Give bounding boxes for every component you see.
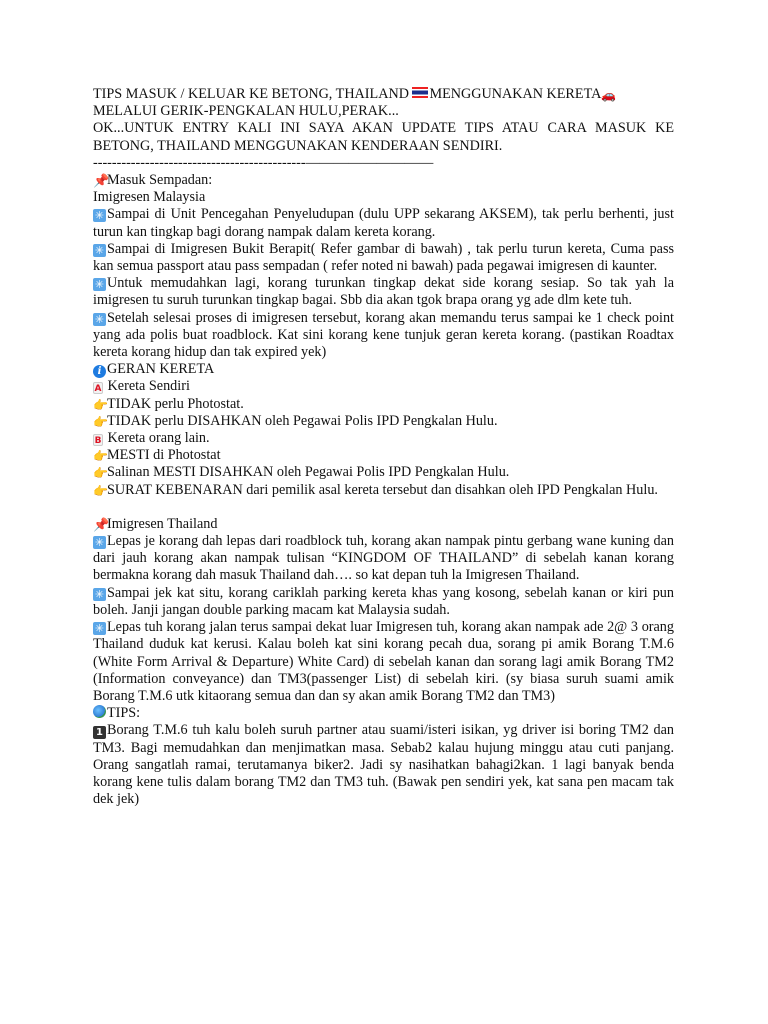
list-item-text: Sampai jek kat situ, korang cariklah parking kereta khas yang kosong, sebelah kanan or kiri pun boleh. Janji jangan double parking macam kat Malaysia sudah. <box>93 584 674 618</box>
geran-heading <box>93 361 674 378</box>
title-part1: TIPS MASUK / KELUAR KE BETONG, THAILAND <box>93 86 413 102</box>
list-item <box>93 585 674 619</box>
pushpin-icon: 📌 <box>93 174 110 190</box>
snowflake-icon: ✳ <box>94 587 105 601</box>
thailand-flag-icon <box>412 87 428 98</box>
snowflake-icon: ✳ <box>94 278 105 292</box>
title-line2: MELALUI GERIK-PENGKALAN HULU,PERAK... <box>93 103 399 120</box>
list-item-text: MESTI di Photostat <box>107 447 221 464</box>
backhand-index-pointing-right-icon: 👉 <box>93 466 108 481</box>
keycap-1-icon: 1 <box>93 726 106 739</box>
snowflake-icon: ✳ <box>94 312 105 326</box>
list-item <box>93 533 674 585</box>
pushpin-icon: 📌 <box>93 517 110 533</box>
list-item-text: Untuk memudahkan lagi, korang turunkan tingkap dekat side korang sesiap. So tak yah la imigresen tu suruh turunkan tingkap bagai. Sbb dia akan tgok brapa orang yg ade dlm kete tuh. <box>93 275 674 309</box>
list-item-text: Lepas je korang dah lepas dari roadblock tuh, korang akan nampak pintu gerbang wane kuning dan dari jauh korang akan nampak tulisan “KINGDOM OF THAILAND” di sebelah kanan korang bermakna korang dah masuk Thailand dah…. so kat depan tuh la Imigresen Thailand. <box>93 533 674 584</box>
list-item-text: SURAT KEBENARAN dari pemilik asal kereta tersebut dan disahkan oleh IPD Pengkalan Hulu. <box>107 481 658 498</box>
snowflake-icon: ✳ <box>94 243 105 257</box>
tips-item <box>93 722 674 808</box>
info-icon: i <box>93 365 106 378</box>
divider-line: ---------------------------------------------————————— <box>93 154 434 171</box>
snowflake-icon: ✳ <box>94 622 105 636</box>
snowflake-icon: ✳ <box>94 536 105 550</box>
list-item <box>93 275 674 309</box>
letter-a-icon: A <box>94 384 102 395</box>
list-item <box>93 241 674 275</box>
tips-item-text: Borang T.M.6 tuh kalu boleh suruh partner atau suami/isteri isikan, yg driver isi boring TM2 dan TM3. Bagi memudahkan dan menjimatkan masa. Sebab2 kalau hujung minggu atau cuti panjang. Orang sangatlah ramai, terutamanya biker2. Jadi sy nasihatkan bahagi2kan. 1 lagi banyak benda korang kene tulis dalam borang TM2 dan TM3 tuh. (Bawak pen sendiri yek, kat sana pen macam tak dek jek) <box>93 722 674 808</box>
list-item <box>93 447 674 464</box>
tips-heading-text: TIPS: <box>107 705 141 722</box>
list-item-text: TIDAK perlu DISAHKAN oleh Pegawai Polis IPD Pengkalan Hulu. <box>107 412 498 429</box>
list-item-text: Salinan MESTI DISAHKAN oleh Pegawai Polis IPD Pengkalan Hulu. <box>107 464 510 481</box>
list-item-text: TIDAK perlu Photostat. <box>107 395 244 412</box>
thailand-heading <box>93 516 674 533</box>
blank-line <box>93 499 674 516</box>
list-item <box>93 464 674 481</box>
list-item <box>93 413 674 430</box>
masuk-heading-text: Masuk Sempadan: <box>107 172 213 189</box>
list-item <box>93 619 674 705</box>
title-part2: MENGGUNAKAN KERETA <box>429 86 602 102</box>
masuk-heading <box>93 172 674 189</box>
geran-a-title-text: Kereta Sendiri <box>107 378 190 395</box>
backhand-index-pointing-right-icon: 👉 <box>93 483 108 498</box>
snowflake-icon: ✳ <box>94 209 105 223</box>
geran-heading-text: GERAN KERETA <box>107 361 215 378</box>
list-item-text: Setelah selesai proses di imigresen tersebut, korang akan memandu terus sampai ke 1 check point yang ada polis buat roadblock. Kat sini korang kene tunjuk geran kereta korang. (pastikan Roadtax kereta korang hidup dan tak expired yek) <box>93 309 674 361</box>
list-item <box>93 206 674 240</box>
geran-a-title <box>93 378 674 395</box>
document-title <box>93 86 674 103</box>
globe-icon <box>93 705 106 718</box>
intro-paragraph: OK...UNTUK ENTRY KALI INI SAYA AKAN UPDATE TIPS ATAU CARA MASUK KE BETONG, THAILAND MENGGUNAKAN KENDERAAN SENDIRI. <box>93 120 674 154</box>
list-item <box>93 482 674 499</box>
list-item-text: Sampai di Imigresen Bukit Berapit( Refer gambar di bawah) , tak perlu turun kereta, Cuma pass kan semua passport atau pass sempadan ( refer noted ni bawah) pada pegawai imigresen di kaunter. <box>93 240 674 275</box>
geran-b-title <box>93 430 674 447</box>
red-car-icon: 🚗 <box>601 88 617 102</box>
backhand-index-pointing-right-icon: 👉 <box>93 397 108 412</box>
backhand-index-pointing-right-icon: 👉 <box>93 414 108 429</box>
letter-b-icon: B <box>94 436 102 447</box>
imigresen-malaysia-heading: Imigresen Malaysia <box>93 189 206 206</box>
backhand-index-pointing-right-icon: 👉 <box>93 449 108 464</box>
tips-heading <box>93 705 674 722</box>
list-item-text: Sampai di Unit Pencegahan Penyeludupan (dulu UPP sekarang AKSEM), tak perlu berhenti, just turun kan tingkap bagi dorang nampak dalam kereta korang. <box>93 206 674 240</box>
list-item-text: Lepas tuh korang jalan terus sampai dekat luar Imigresen tuh, korang akan nampak ade 2@ 3 orang Thailand duduk kat kerusi. Kalau boleh kat sini korang pecah dua, sorang pi amik Borang T.M.6 (White Form Arrival & Departure) White Card) di sebelah kanan dan sorang lagi amik Borang TM2 (Information conveyance) dan TM3(passenger List) di sebelah kiri. (sy biasa suruh suami amik Borang T.M.6 utk kitaorang semua dan dan sy akan amik Borang TM2 dan TM3) <box>93 619 674 704</box>
thailand-heading-text: Imigresen Thailand <box>107 515 218 532</box>
geran-b-title-text: Kereta orang lain. <box>107 430 210 447</box>
list-item <box>93 310 674 362</box>
list-item <box>93 396 674 413</box>
